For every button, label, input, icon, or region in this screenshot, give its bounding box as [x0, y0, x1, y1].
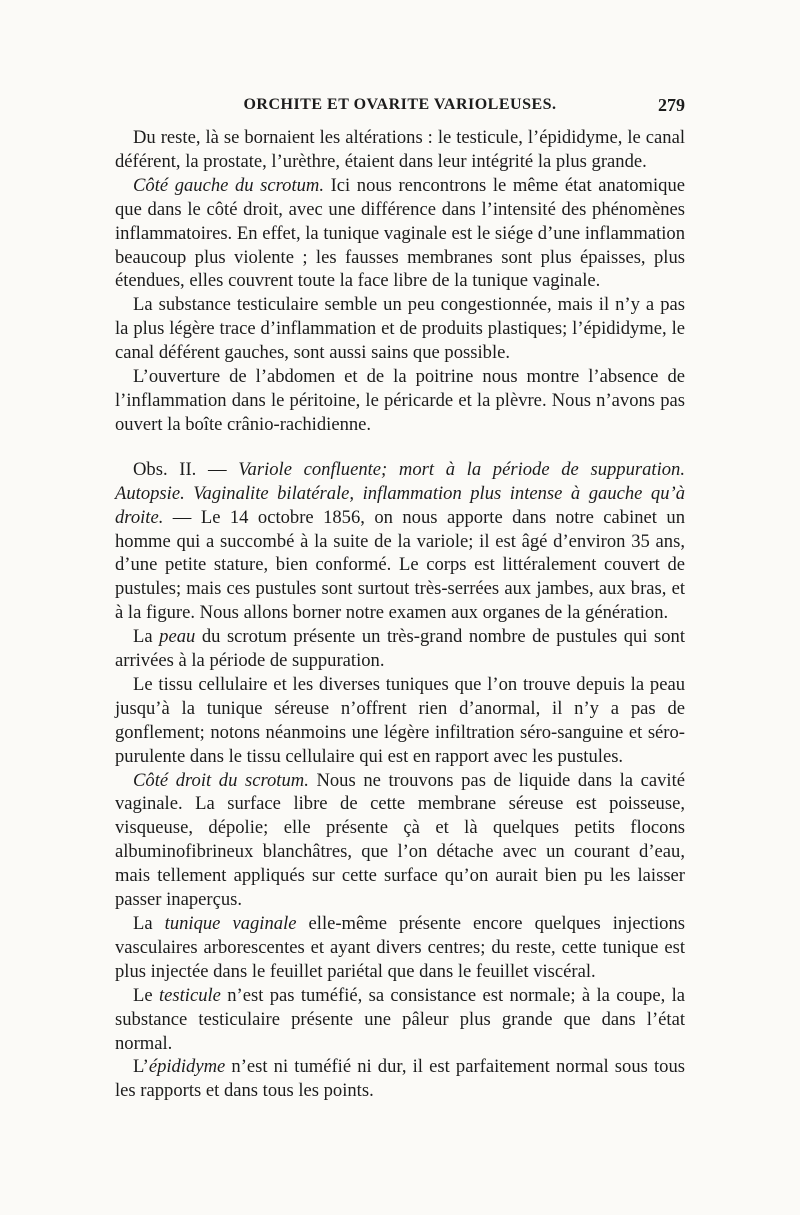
page-number: 279	[658, 95, 685, 115]
text-run: L’ouverture de l’abdomen et de la poitrine nous montre l’absence de l’inflammation dans le péritoine, le péricarde et la plèvre. Nous n’avons pas ouvert la boîte crânio-rachidienne.	[115, 366, 685, 435]
paragraph	[115, 769, 685, 912]
text-run: n’est ni tuméfié ni dur, il est parfaitement normal sous tous les rapports et dans tous les points.	[115, 1056, 685, 1102]
paragraph	[115, 458, 685, 625]
running-title: ORCHITE ET OVARITE VARIOLEUSES.	[243, 96, 557, 113]
paragraph	[115, 984, 685, 1056]
text-run: — Le 14 octobre 1856, on nous apporte dans notre cabinet un homme qui a succombé à la suite de la variole; il est âgé d’environ 35 ans, d’une petite stature, bien conformé. Le corps est littéralement couvert de pustules; mais ces pustules sont surtout très-serrées aux jambes, aux bras, et à la figure. Nous allons borner notre examen aux organes de la génération.	[115, 506, 685, 624]
italic-text: Variole confluente; mort à la période de suppuration. Autopsie. Vaginalite bilatérale, inflammation plus intense à gauche qu’à droite.	[115, 458, 685, 528]
text-run: Le tissu cellulaire et les diverses tuniques que l’on trouve depuis la peau jusqu’à la tunique séreuse n’offrent rien d’anormal, il n’y a pas de gonflement; notons néanmoins une légère infiltration séro-sanguine et séro-purulente dans le tissu cellulaire qui est en rapport avec les pustules.	[115, 673, 685, 767]
body-text	[115, 126, 685, 1103]
italic-text: testicule	[158, 984, 221, 1006]
text-run: Obs. II. —	[133, 458, 239, 480]
italic-text: épididyme	[148, 1056, 226, 1078]
page-header	[115, 96, 685, 120]
paragraph	[115, 126, 685, 174]
paragraph	[115, 912, 685, 984]
text-run: Nous ne trouvons pas de liquide dans la cavité vaginale. La surface libre de cette membrane séreuse est poisseuse, visqueuse, dépolie; elle présente çà et là quelques petits flocons albuminofibrineux blanchâtres, que l’on détache avec un courant d’eau, mais tellement appliqués sur cette surface qu’on aurait bien pu les laisser passer inaperçus.	[115, 769, 686, 911]
paragraph	[115, 365, 685, 437]
text-run: La	[133, 626, 160, 648]
paragraph	[115, 293, 685, 365]
italic-text: peau	[159, 626, 196, 648]
paragraph	[115, 174, 685, 294]
italic-text: Côté droit du scrotum.	[133, 769, 309, 791]
text-run: elle-même présente encore quelques injections vasculaires arborescentes et ayant divers centres; du reste, cette tunique est plus injectée dans le feuillet pariétal que dans le feuillet viscéral.	[115, 913, 686, 982]
text-run: La	[133, 913, 165, 934]
paragraph	[115, 673, 685, 769]
text-run: L’	[133, 1056, 149, 1078]
text-run: La substance testiculaire semble un peu congestionnée, mais il n’y a pas la plus légère trace d’inflammation et de produits plastiques; l’épididyme, le canal déférent gauches, sont aussi sains que possible.	[115, 294, 685, 364]
paragraph	[115, 625, 685, 673]
text-run: Ici nous rencontrons le même état anatomique que dans le côté droit, avec une différence dans l’intensité des phénomènes inflammatoires. En effet, la tunique vaginale est le siége d’une inflammation beaucoup plus violente ; les fausses membranes sont plus épaisses, plus étendues, elles couvrent toute la face libre de la tunique vaginale.	[115, 174, 685, 292]
text-run: Du reste, là se bornaient les altérations : le testicule, l’épididyme, le canal déférent, la prostate, l’urèthre, étaient dans leur intégrité la plus grande.	[115, 127, 685, 172]
text-run: n’est pas tuméfié, sa consistance est normale; à la coupe, la substance testiculaire présente une pâleur plus grande que dans l’état normal.	[115, 984, 685, 1054]
italic-text: Côté gauche du scrotum.	[133, 174, 325, 196]
italic-text: tunique vaginale	[164, 913, 297, 934]
text-run: Le	[133, 984, 159, 1006]
paragraph	[115, 1055, 685, 1103]
text-run: du scrotum présente un très-grand nombre de pustules qui sont arrivées à la période de suppuration.	[115, 626, 685, 672]
